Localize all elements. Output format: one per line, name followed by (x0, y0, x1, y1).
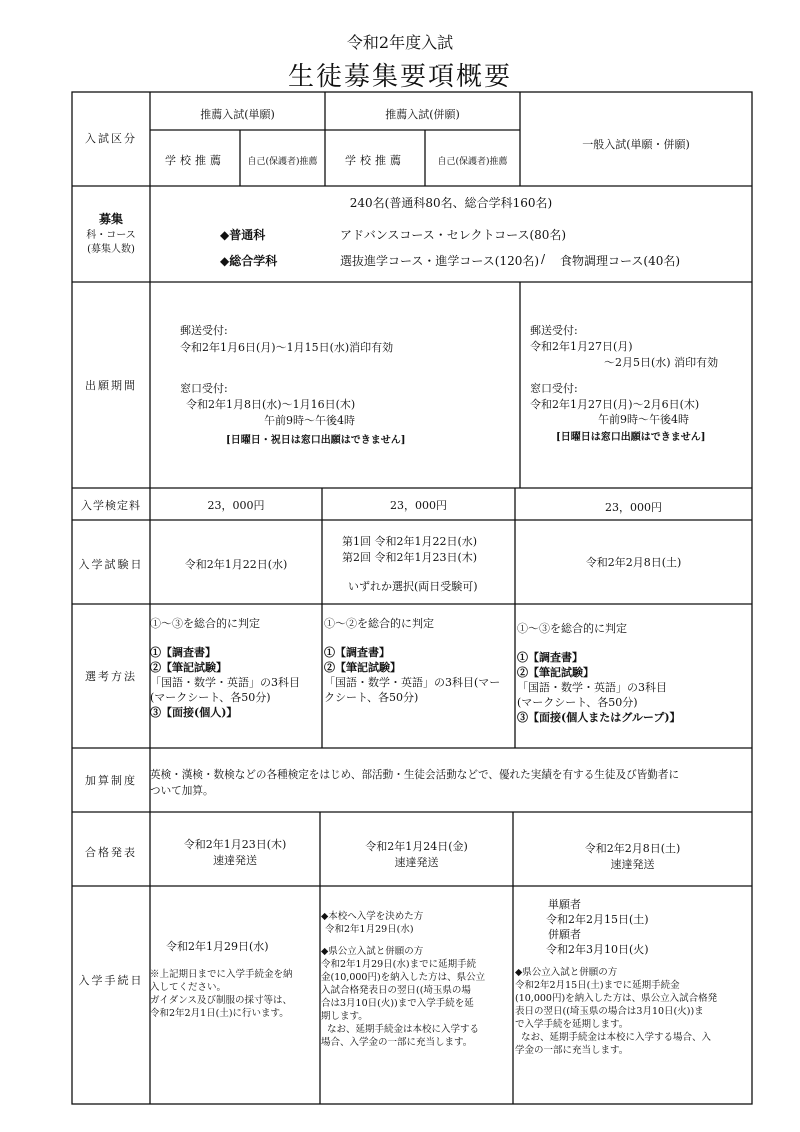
selection-general-intro: ①〜③を総合的に判定 (517, 622, 627, 635)
procedure-single-note-3: ガイダンス及び制服の採寸等は、 (150, 995, 293, 1006)
recruitment-general-courses: アドバンスコース・セレクトコース(80名) (340, 228, 567, 242)
app-rec-note: [日曜日・祝日は窓口出願はできません] (226, 435, 406, 446)
procedure-combined-h1-date: 令和2年1月29日(水) (325, 924, 414, 935)
procedure-combined-l6: なお、延期手続金は本校に入学する (327, 1024, 480, 1035)
app-rec-mail-label: 郵送受付: (180, 324, 228, 337)
label-announcement: 合格発表 (85, 846, 137, 859)
recruitment-comprehensive-label: ◆総合学科 (220, 254, 278, 268)
category-school-rec: 学校推薦 (165, 154, 225, 167)
app-gen-mail-label: 郵送受付: (530, 324, 578, 337)
bonus-line-2: ついて加算。 (150, 785, 214, 797)
selection-general-item2: ②【筆記試験】 (517, 666, 594, 679)
app-rec-mail-period: 令和2年1月6日(月)〜1月15日(水)消印有効 (180, 341, 394, 354)
selection-single-item2: ②【筆記試験】 (150, 661, 227, 674)
selection-single-item2-detail1: 「国語・数学・英語」の3科目 (150, 676, 300, 689)
procedure-single-note-2: 入してください。 (150, 982, 227, 993)
procedure-combined-l7: 場合、入学金の一部に充当します。 (321, 1037, 473, 1048)
procedure-general-single-label: 単願者 (548, 898, 581, 911)
procedure-general-combined-label: 併願者 (548, 928, 581, 941)
label-category: 入試区分 (85, 132, 137, 145)
selection-combined-intro: ①〜②を総合的に判定 (324, 617, 434, 630)
category-general: 一般入試(単願・併願) (582, 138, 690, 151)
selection-combined (324, 616, 500, 705)
label-recruitment-count: (募集人数) (87, 244, 135, 255)
exam-date-general: 令和2年2月8日(土) (585, 556, 682, 569)
procedure-single-note-4: 令和2年2月1日(土)に行います。 (150, 1008, 289, 1019)
selection-single-intro: ①〜③を総合的に判定 (150, 617, 260, 630)
recruitment-comprehensive-courses: 選抜進学コース・進学コース(120名) (340, 254, 540, 268)
procedure-general-l4: で入学手続を延期します。 (515, 1019, 629, 1030)
announce-general-method: 速達発送 (610, 858, 655, 871)
procedure-general-single-date: 令和2年2月15日(土) (546, 913, 649, 926)
app-gen-mail-period-1: 令和2年1月27日(月) (530, 340, 633, 353)
announce-general-date: 令和2年2月8日(土) (584, 842, 681, 855)
selection-general-item1: ①【調査書】 (517, 651, 583, 664)
recruitment-cooking-course: 食物調理コース(40名) (560, 254, 681, 268)
label-exam-fee: 入学検定料 (81, 499, 141, 512)
exam-date-combined-note: いずれか選択(両日受験可) (348, 580, 478, 593)
fee-general: 23，000円 (605, 501, 662, 514)
selection-single-item3: ③【面接(個人)】 (150, 706, 238, 719)
label-recruitment: 募集 (98, 212, 123, 226)
procedure-combined-l5: 期します。 (321, 1011, 368, 1022)
selection-single-item1: ①【調査書】 (150, 646, 216, 659)
label-procedure: 入学手続日 (78, 974, 144, 987)
procedure-general-combined-date: 令和2年3月10日(火) (546, 943, 649, 956)
category-self-rec: 自己(保護者)推薦 (247, 157, 318, 167)
procedure-general-l5: なお、延期手続金は本校に入学する場合、入 (521, 1032, 712, 1043)
selection-combined-item2-detail2: クシート、各50分) (324, 691, 419, 704)
procedure-combined-l2: 金(10,000円)を納入した方は、県公立 (321, 972, 486, 983)
procedure-combined-l4: 合は3月10日(火))まで入学手続を延 (321, 998, 474, 1009)
announce-combined-method: 速達発送 (394, 856, 439, 869)
exam-date-combined-1: 第1回 令和2年1月22日(水) (342, 535, 478, 548)
fee-combined: 23，000円 (390, 499, 447, 512)
procedure-combined-l3: 入試合格発表日の翌日((埼玉県の場 (321, 985, 471, 996)
selection-general (517, 621, 681, 725)
category-recommend-single: 推薦入試(単願) (200, 108, 275, 121)
procedure-general-l6: 学金の一部に充当します。 (515, 1045, 629, 1056)
fee-single: 23，000円 (207, 499, 265, 512)
recruitment-general-label: ◆普通科 (220, 228, 266, 242)
app-gen-window-period: 令和2年1月27日(月)〜2月6日(木) (530, 398, 700, 411)
app-rec-window-hours: 午前9時〜午後4時 (264, 414, 355, 427)
procedure-combined (321, 910, 485, 1049)
procedure-general-l1: 令和2年2月15日(土)までに延期手続金 (515, 980, 680, 991)
selection-single-item2-detail2: (マークシート、各50分) (150, 691, 271, 704)
procedure-general-notes (515, 966, 717, 1057)
app-gen-window-hours: 午前9時〜午後4時 (598, 413, 689, 426)
category-self-rec-2: 自己(保護者)推薦 (437, 157, 508, 167)
category-recommend-combined: 推薦入試(併願) (385, 108, 460, 121)
procedure-general-h: ◆県公立入試と併願の方 (515, 967, 618, 978)
exam-date-single: 令和2年1月22日(水) (184, 558, 288, 571)
selection-combined-item2-detail1: 「国語・数学・英語」の3科目(マー (324, 676, 501, 689)
label-selection: 選考方法 (85, 670, 137, 683)
selection-single (150, 616, 300, 720)
app-rec-window-label: 窓口受付: (180, 382, 228, 395)
procedure-single-date: 令和2年1月29日(水) (166, 940, 269, 953)
procedure-combined-l1: 令和2年1月29日(水)までに延期手続 (321, 959, 477, 970)
recruitment-separator: / (541, 252, 546, 266)
label-exam-date: 入学試験日 (78, 558, 144, 571)
app-gen-mail-period-2: 〜2月5日(水) 消印有効 (604, 356, 719, 369)
procedure-single-note-1: ※上記期日までに入学手続金を納 (150, 969, 293, 980)
procedure-general-l3: 表日の翌日((埼玉県の場合は3月10日(火))ま (515, 1006, 704, 1017)
announce-single-method: 速達発送 (213, 854, 257, 867)
year-title: 令和2年度入試 (346, 33, 454, 52)
procedure-combined-h1: ◆本校へ入学を決めた方 (321, 911, 424, 922)
exam-date-combined-2: 第2回 令和2年1月23日(木) (342, 551, 478, 564)
app-gen-window-label: 窓口受付: (530, 382, 578, 395)
procedure-general-l2: (10,000円)を納入した方は、県公立入試合格発 (515, 993, 718, 1004)
selection-general-item2-detail1: 「国語・数学・英語」の3科目 (517, 681, 667, 694)
announce-combined-date: 令和2年1月24日(金) (365, 840, 468, 853)
page-title: 生徒募集要項概要 (287, 62, 512, 92)
bonus-line-1: 英検・漢検・数検などの各種検定をはじめ、部活動・生徒会活動などで、優れた実績を有する生徒及び皆勤者に (150, 769, 680, 781)
selection-general-item3: ③【面接(個人またはグループ)】 (517, 711, 681, 724)
app-rec-window-period: 令和2年1月8日(水)〜1月16日(木) (186, 398, 356, 411)
procedure-single-notes (150, 968, 293, 1020)
label-application-period: 出願期間 (85, 379, 137, 392)
selection-general-item2-detail2: (マークシート、各50分) (517, 696, 638, 709)
selection-combined-item2: ②【筆記試験】 (324, 661, 401, 674)
recruitment-total: 240名(普通科80名、総合学科160名) (349, 196, 553, 210)
announce-single-date: 令和2年1月23日(木) (183, 838, 287, 851)
category-school-rec-2: 学校推薦 (345, 154, 405, 167)
label-recruitment-sub: 科・コース (86, 230, 136, 241)
procedure-combined-h2: ◆県公立入試と併願の方 (321, 946, 424, 957)
app-gen-note: [日曜日は窓口出願はできません] (556, 432, 706, 443)
label-bonus: 加算制度 (85, 774, 137, 787)
selection-combined-item1: ①【調査書】 (324, 646, 390, 659)
